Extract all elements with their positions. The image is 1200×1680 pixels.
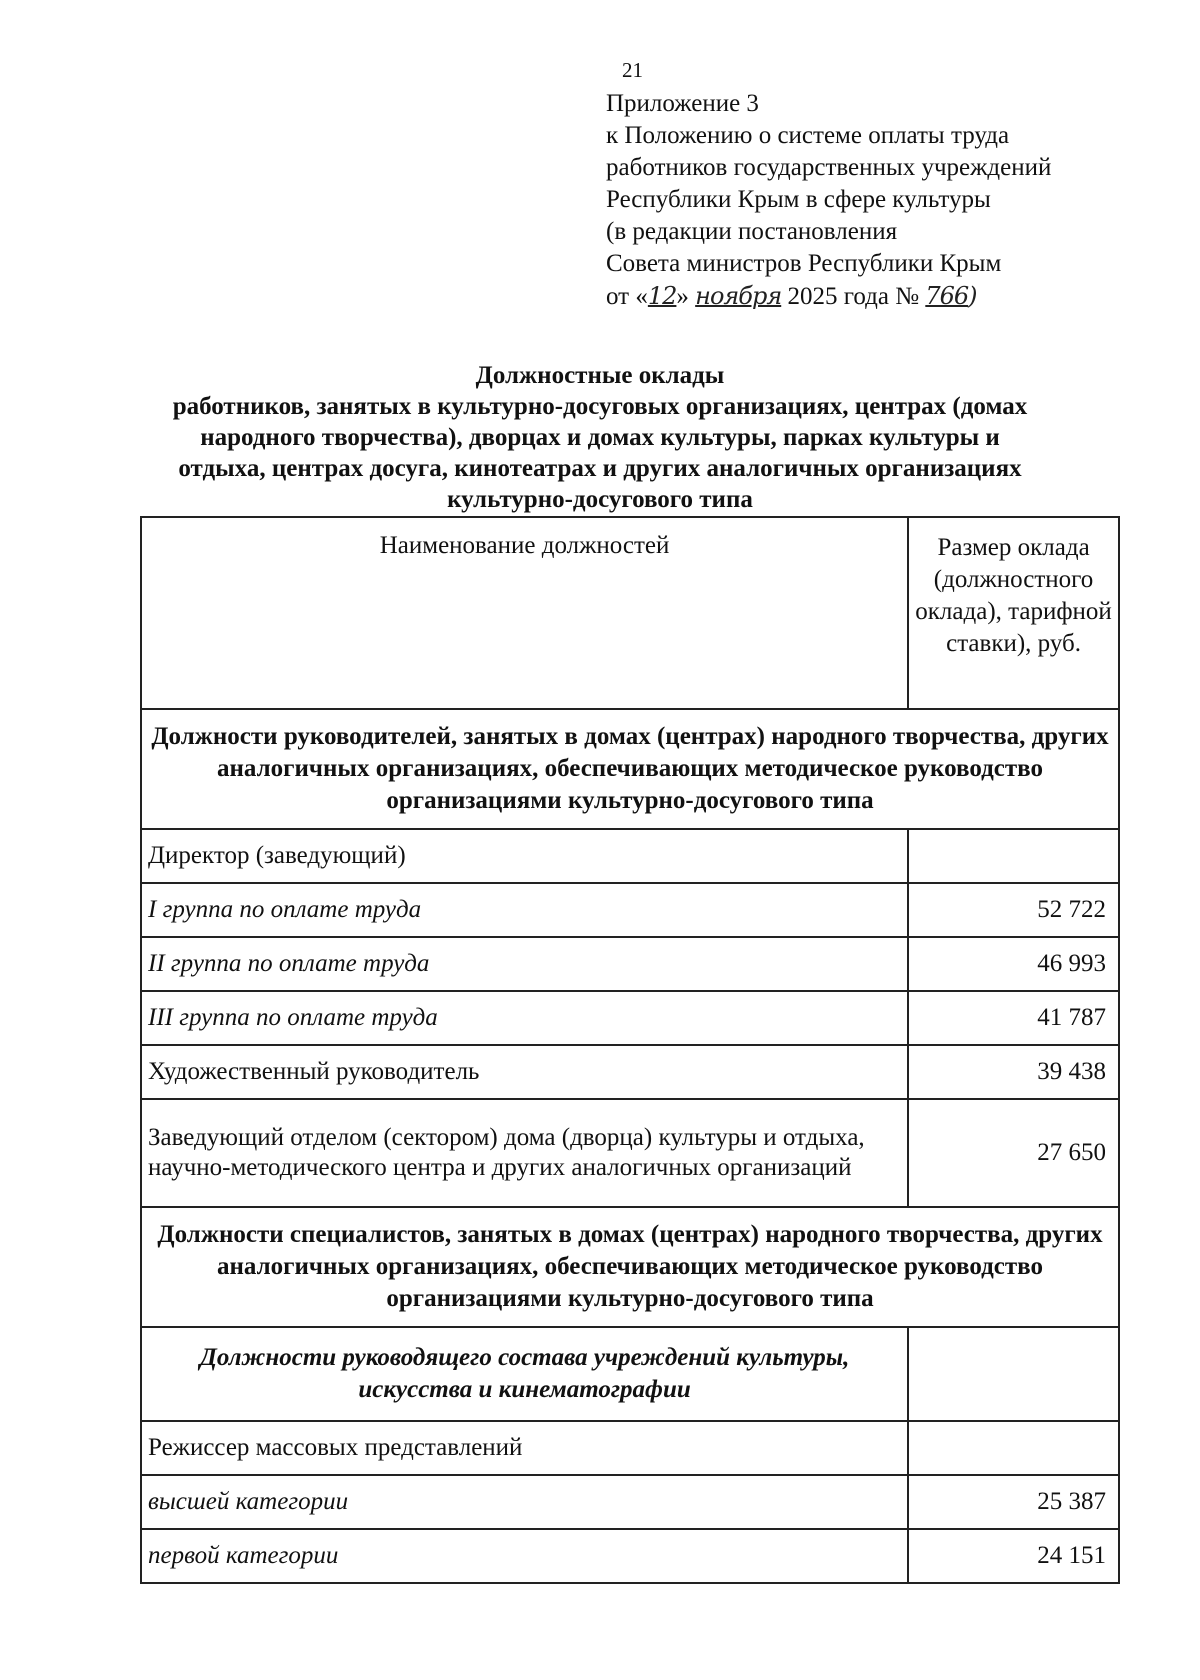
position-name: III группа по оплате труда bbox=[141, 991, 908, 1045]
handwritten-number: 766 bbox=[925, 282, 969, 310]
title-line: народного творчества), дворцах и домах культуры, парках культуры и bbox=[200, 424, 1000, 451]
salary-amount bbox=[908, 1421, 1119, 1475]
salary-amount: 25 387 bbox=[908, 1475, 1119, 1529]
position-name: первой категории bbox=[141, 1529, 908, 1583]
salary-amount: 27 650 bbox=[908, 1099, 1119, 1207]
table-row bbox=[141, 937, 1119, 991]
position-name: II группа по оплате труда bbox=[141, 937, 908, 991]
position-name: Директор (заведующий) bbox=[141, 829, 908, 883]
title-line: работников, занятых в культурно-досуговых организациях, центрах (домах bbox=[172, 393, 1028, 420]
salary-table bbox=[140, 516, 1120, 1584]
table-row bbox=[141, 1475, 1119, 1529]
table-row bbox=[141, 1529, 1119, 1583]
salary-amount: 39 438 bbox=[908, 1045, 1119, 1099]
section-row bbox=[141, 709, 1119, 829]
salary-amount: 52 722 bbox=[908, 883, 1119, 937]
header-salary-amount: Размер оклада (должностного оклада), тарифной ставки), руб. bbox=[908, 517, 1119, 709]
salary-amount: 24 151 bbox=[908, 1529, 1119, 1583]
document-title bbox=[130, 360, 1070, 515]
table-row bbox=[141, 991, 1119, 1045]
table-row bbox=[141, 1045, 1119, 1099]
empty-cell bbox=[908, 1327, 1119, 1421]
salary-amount bbox=[908, 829, 1119, 883]
resolution-date-line: от «12» ноября 2025 года № 766) bbox=[606, 282, 977, 310]
position-name: Художественный руководитель bbox=[141, 1045, 908, 1099]
page-number: 21 bbox=[622, 58, 643, 82]
salary-amount: 46 993 bbox=[908, 937, 1119, 991]
appendix-line: Республики Крым в сфере культуры bbox=[606, 186, 991, 213]
subsection-heading: Должности руководящего состава учреждений культуры, искусства и кинематографии bbox=[141, 1327, 908, 1421]
title-line: культурно-досугового типа bbox=[447, 486, 753, 513]
appendix-line: работников государственных учреждений bbox=[606, 154, 1052, 181]
appendix-line: (в редакции постановления bbox=[606, 218, 898, 245]
position-name: I группа по оплате труда bbox=[141, 883, 908, 937]
table-row bbox=[141, 883, 1119, 937]
header-position-name: Наименование должностей bbox=[141, 517, 908, 709]
appendix-line: к Положению о системе оплаты труда bbox=[606, 122, 1010, 149]
handwritten-day: 12 bbox=[647, 282, 677, 310]
appendix-header bbox=[606, 88, 1051, 313]
title-line: Должностные оклады bbox=[475, 362, 725, 389]
table-header-row bbox=[141, 517, 1119, 709]
title-line: отдыха, центрах досуга, кинотеатрах и других аналогичных организациях bbox=[178, 455, 1022, 482]
table-row bbox=[141, 1099, 1119, 1207]
section-heading-specialists: Должности специалистов, занятых в домах (центрах) народного творчества, других аналогичных организациях, обеспечивающих методическое руководство организациями культурно-досугового типа bbox=[141, 1207, 1119, 1327]
handwritten-month: ноября bbox=[695, 282, 782, 310]
position-name: Режиссер массовых представлений bbox=[141, 1421, 908, 1475]
section-heading-managers: Должности руководителей, занятых в домах (центрах) народного творчества, других аналогичных организациях, обеспечивающих методическое руководство организациями культурно-досугового типа bbox=[141, 709, 1119, 829]
table-row bbox=[141, 1421, 1119, 1475]
salary-amount: 41 787 bbox=[908, 991, 1119, 1045]
position-name: Заведующий отделом (сектором) дома (дворца) культуры и отдыха, научно-методического центра и других аналогичных организаций bbox=[141, 1099, 908, 1207]
appendix-line: Совета министров Республики Крым bbox=[606, 250, 1002, 277]
section-row bbox=[141, 1207, 1119, 1327]
appendix-line: Приложение 3 bbox=[606, 90, 759, 117]
position-name: высшей категории bbox=[141, 1475, 908, 1529]
subsection-row bbox=[141, 1327, 1119, 1421]
table-row bbox=[141, 829, 1119, 883]
